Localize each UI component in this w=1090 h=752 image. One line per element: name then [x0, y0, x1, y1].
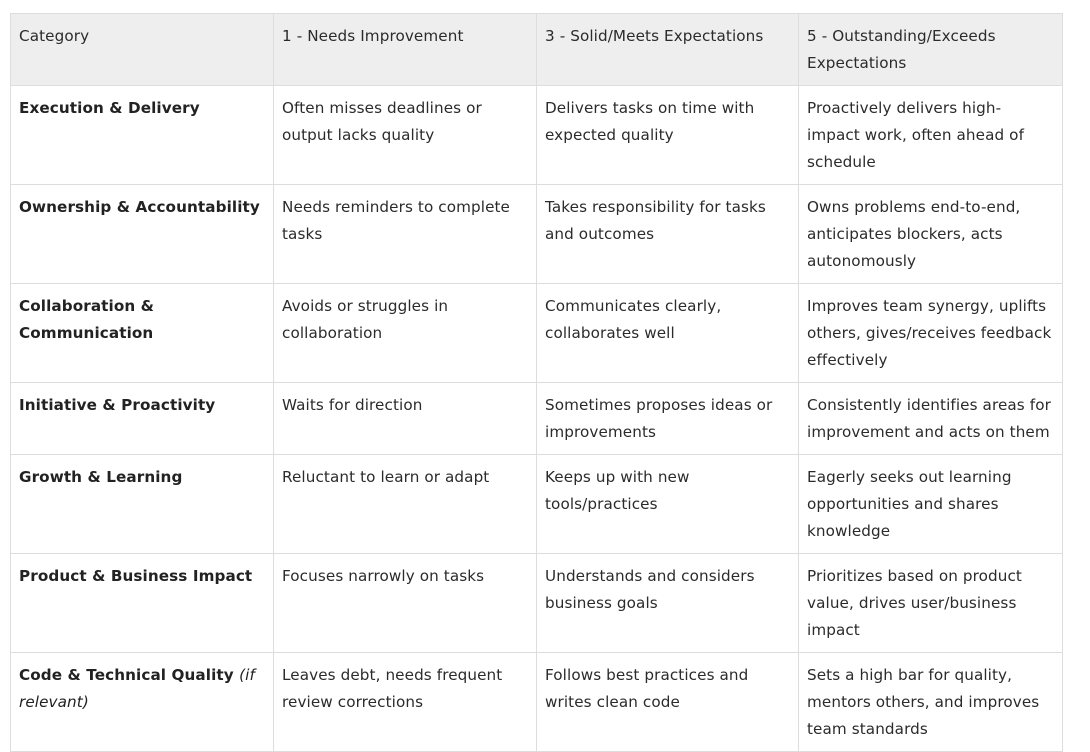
needs-improvement-cell: Needs reminders to complete tasks [274, 185, 537, 284]
category-label: Initiative & Proactivity [19, 396, 216, 414]
category-cell [11, 284, 274, 383]
header-exceeds-expectations: 5 - Outstanding/Exceeds Expectations [799, 14, 1063, 86]
category-label: Collaboration & Communication [19, 297, 155, 342]
table-row [11, 185, 1063, 284]
exceeds-expectations-cell: Consistently identifies areas for improvement and acts on them [799, 383, 1063, 455]
table-row [11, 455, 1063, 554]
rating-table-container [10, 13, 1062, 752]
category-label: Ownership & Accountability [19, 198, 260, 216]
category-cell [11, 554, 274, 653]
category-label: Code & Technical Quality [19, 666, 234, 684]
meets-expectations-cell: Communicates clearly, collaborates well [537, 284, 799, 383]
exceeds-expectations-cell: Proactively delivers high-impact work, often ahead of schedule [799, 86, 1063, 185]
needs-improvement-cell: Avoids or struggles in collaboration [274, 284, 537, 383]
rating-table [10, 13, 1063, 752]
table-row [11, 284, 1063, 383]
meets-expectations-cell: Delivers tasks on time with expected quality [537, 86, 799, 185]
table-row [11, 383, 1063, 455]
category-label: Product & Business Impact [19, 567, 253, 585]
exceeds-expectations-cell: Owns problems end-to-end, anticipates blockers, acts autonomously [799, 185, 1063, 284]
meets-expectations-cell: Takes responsibility for tasks and outcomes [537, 185, 799, 284]
needs-improvement-cell: Reluctant to learn or adapt [274, 455, 537, 554]
category-cell [11, 86, 274, 185]
needs-improvement-cell: Focuses narrowly on tasks [274, 554, 537, 653]
table-row [11, 653, 1063, 752]
exceeds-expectations-cell: Prioritizes based on product value, drives user/business impact [799, 554, 1063, 653]
table-row [11, 86, 1063, 185]
meets-expectations-cell: Keeps up with new tools/practices [537, 455, 799, 554]
category-label: Growth & Learning [19, 468, 183, 486]
exceeds-expectations-cell: Eagerly seeks out learning opportunities and shares knowledge [799, 455, 1063, 554]
needs-improvement-cell: Often misses deadlines or output lacks quality [274, 86, 537, 185]
header-category: Category [11, 14, 274, 86]
category-note: (if relevant) [19, 666, 255, 711]
needs-improvement-cell: Waits for direction [274, 383, 537, 455]
exceeds-expectations-cell: Sets a high bar for quality, mentors others, and improves team standards [799, 653, 1063, 752]
header-needs-improvement: 1 - Needs Improvement [274, 14, 537, 86]
header-meets-expectations: 3 - Solid/Meets Expectations [537, 14, 799, 86]
category-cell [11, 383, 274, 455]
category-cell [11, 455, 274, 554]
meets-expectations-cell: Follows best practices and writes clean code [537, 653, 799, 752]
table-header-row [11, 14, 1063, 86]
category-label: Execution & Delivery [19, 99, 200, 117]
needs-improvement-cell: Leaves debt, needs frequent review corrections [274, 653, 537, 752]
table-row [11, 554, 1063, 653]
meets-expectations-cell: Sometimes proposes ideas or improvements [537, 383, 799, 455]
exceeds-expectations-cell: Improves team synergy, uplifts others, gives/receives feedback effectively [799, 284, 1063, 383]
category-cell [11, 653, 274, 752]
category-cell [11, 185, 274, 284]
meets-expectations-cell: Understands and considers business goals [537, 554, 799, 653]
